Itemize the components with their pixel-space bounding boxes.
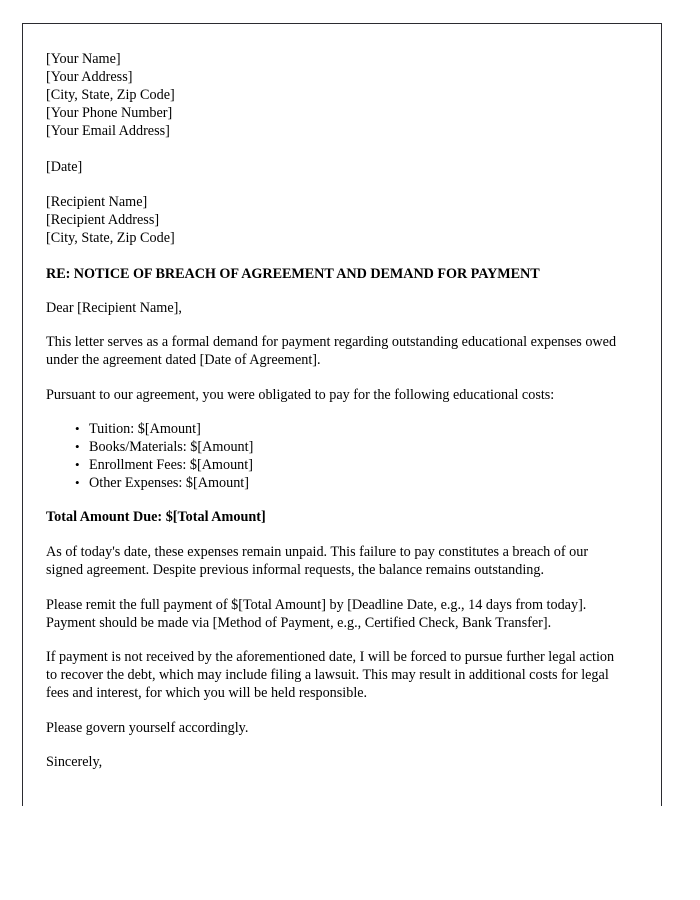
sender-email: [Your Email Address] [46,123,170,139]
sender-city-state-zip: [City, State, Zip Code] [46,87,175,103]
recipient-address-block [46,193,626,247]
total-amount-due: Total Amount Due: $[Total Amount] [46,509,266,525]
letter-content [46,50,626,771]
list-item: • Books/Materials: $[Amount] [89,438,626,456]
sender-name: [Your Name] [46,51,121,67]
list-item: • Tuition: $[Amount] [89,420,626,438]
recipient-name: [Recipient Name] [46,193,148,210]
paragraph-obligation-intro: Pursuant to our agreement, you were obligated to pay for the following educational costs: [46,386,555,403]
paragraph-unpaid-breach: As of today's date, these expenses remain unpaid. This failure to pay constitutes a breach of our signed agreement. Despite previous informal requests, the balance remains outstanding. [46,544,589,578]
paragraph-remit-payment: Please remit the full payment of $[Total Amount] by [Deadline Date, e.g., 14 days from today]. Payment should be made via [Method of Payment, e.g., Certified Check, Bank Transfer]. [46,596,587,631]
sender-address-block [46,50,626,140]
paragraph-govern-accordingly: Please govern yourself accordingly. [46,719,249,736]
document-page [22,23,662,806]
salutation: Dear [Recipient Name], [46,299,182,316]
recipient-city-state-zip: [City, State, Zip Code] [46,229,175,246]
sender-street: [Your Address] [46,69,133,85]
paragraph-legal-action: If payment is not received by the aforementioned date, I will be forced to pursue further legal action to recover the debt, which may include filing a lawsuit. This may result in additional costs for legal fees and interest, for which you will be held responsible. [46,649,615,701]
paragraph-demand-intro: This letter serves as a formal demand for payment regarding outstanding educational expenses owed under the agreement dated [Date of Agreement]. [46,334,617,368]
educational-costs-list [46,420,626,492]
subject-line: RE: NOTICE OF BREACH OF AGREEMENT AND DEMAND FOR PAYMENT [46,265,540,282]
closing-line: Sincerely, [46,754,103,770]
recipient-street: [Recipient Address] [46,211,160,228]
list-item: • Enrollment Fees: $[Amount] [89,456,626,474]
date-line: [Date] [46,159,83,175]
list-item: • Other Expenses: $[Amount] [89,474,626,492]
sender-phone: [Your Phone Number] [46,105,173,121]
